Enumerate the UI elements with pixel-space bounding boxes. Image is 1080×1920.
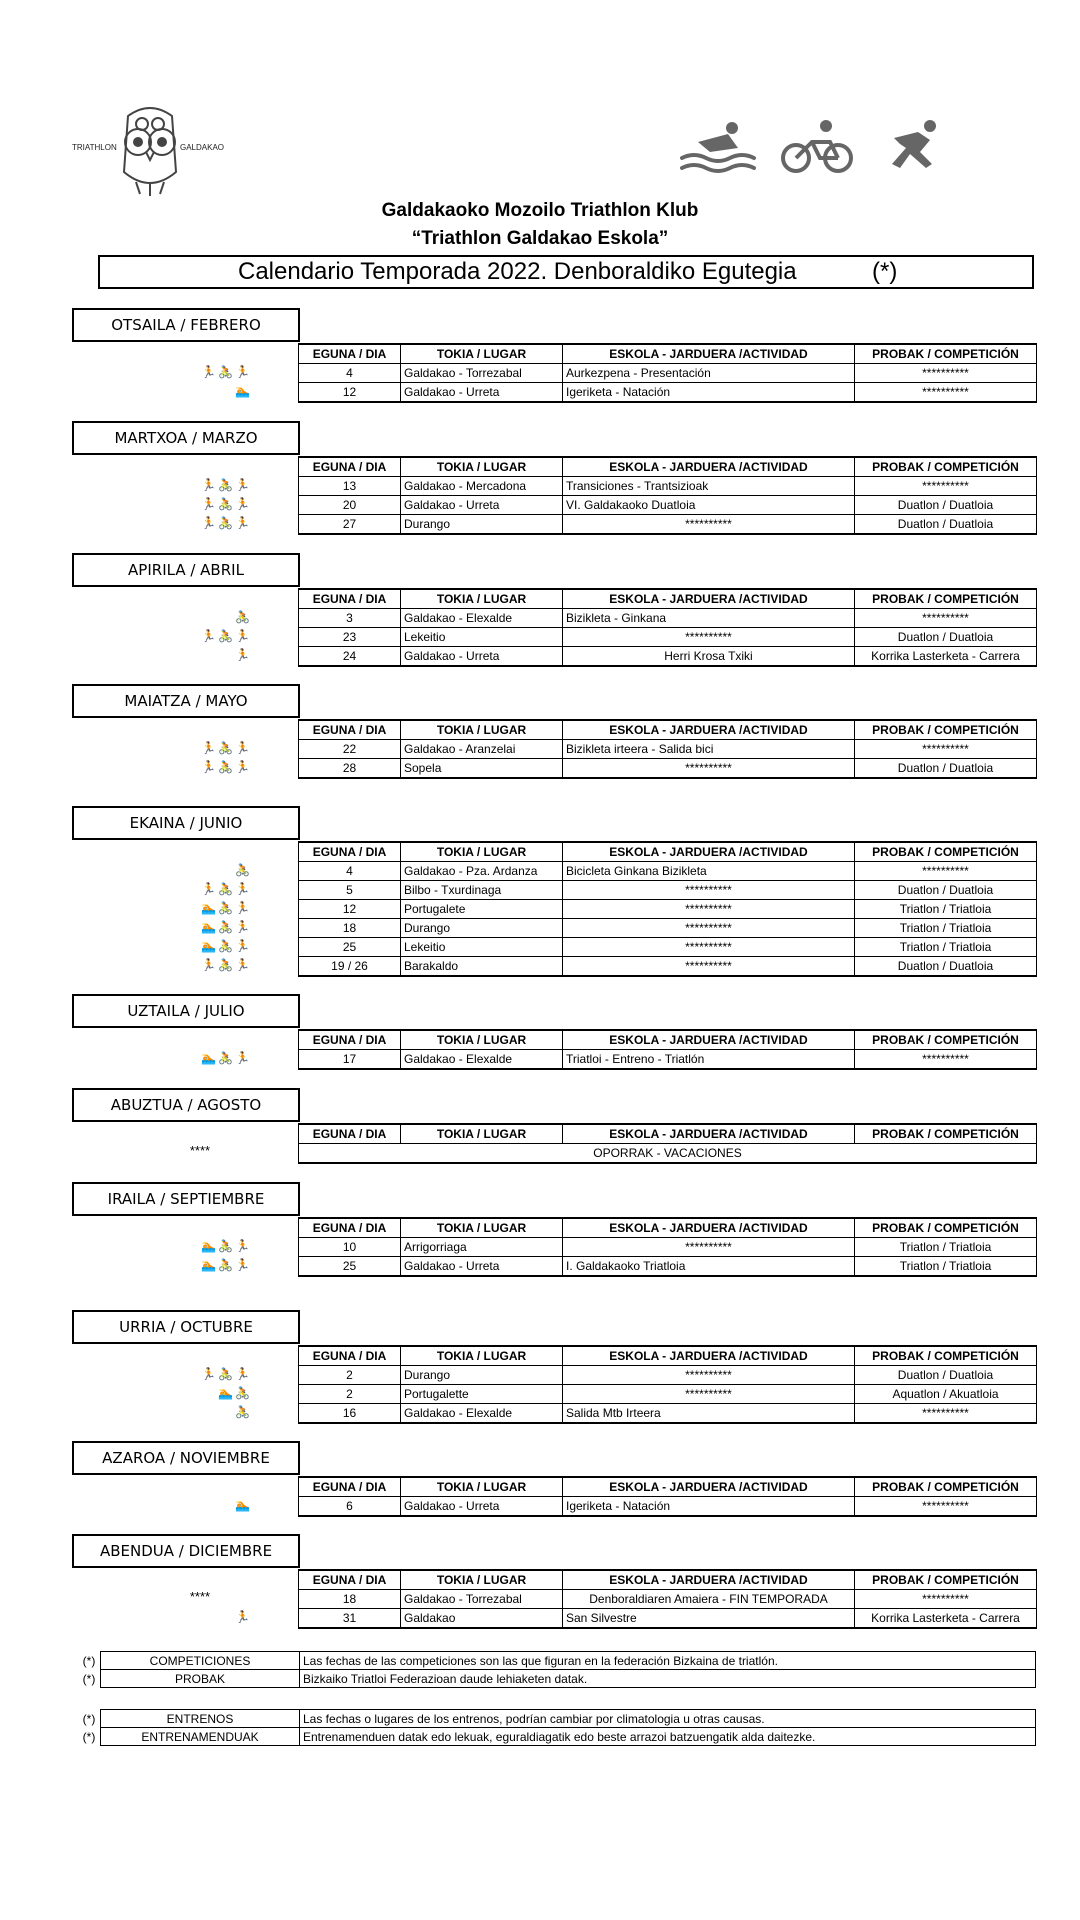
column-header: EGUNA / DIA: [299, 589, 401, 609]
month-label: MAIATZA / MAYO: [72, 684, 300, 718]
schedule-table: [298, 1217, 1037, 1277]
activity-cell: **********: [563, 515, 855, 535]
competition-cell: Korrika Lasterketa - Carrera: [855, 647, 1037, 667]
place-cell: Lekeitio: [401, 938, 563, 957]
column-header: EGUNA / DIA: [299, 1030, 401, 1050]
day-cell: 20: [299, 496, 401, 515]
table-row: [299, 383, 1037, 403]
column-header: ESKOLA - JARDUERA /ACTIVIDAD: [563, 457, 855, 477]
run-bike-run-icon: 🏃🚴🏃: [201, 478, 252, 492]
table-row: [299, 1609, 1037, 1629]
table-row: [299, 862, 1037, 881]
day-cell: 10: [299, 1238, 401, 1257]
column-header: PROBAK / COMPETICIÓN: [855, 1124, 1037, 1144]
day-cell: 12: [299, 383, 401, 403]
note-ref: (*): [82, 1671, 96, 1686]
column-header: EGUNA / DIA: [299, 344, 401, 364]
calendar-title-box: [98, 255, 1034, 289]
swim-icon: 🏊: [235, 384, 252, 398]
column-header: TOKIA / LUGAR: [401, 1477, 563, 1497]
table-row: [299, 759, 1037, 779]
run-bike-run-icon: 🏃🚴🏃: [201, 516, 252, 530]
note-text: Las fechas de las competiciones son las que figuran en la federación Bizkaina de triatlón.: [300, 1652, 1036, 1670]
competition-cell: **********: [855, 1050, 1037, 1070]
competition-cell: Triatlon / Triatloia: [855, 1238, 1037, 1257]
table-row: [299, 1385, 1037, 1404]
competition-cell: **********: [855, 862, 1037, 881]
day-cell: 25: [299, 1257, 401, 1277]
swim-bike-icon: 🏊🚴: [218, 1386, 252, 1400]
note-label: ENTRENAMENDUAK: [101, 1728, 300, 1746]
note-ref: (*): [82, 1711, 96, 1726]
place-cell: Arrigorriaga: [401, 1238, 563, 1257]
schedule-table: [298, 1569, 1037, 1629]
activity-cell: **********: [563, 938, 855, 957]
table-header-row: [299, 1030, 1037, 1050]
run-icon: 🏃: [235, 648, 252, 662]
competition-cell: Triatlon / Triatloia: [855, 919, 1037, 938]
month-label: MARTXOA / MARZO: [72, 421, 300, 455]
day-cell: 22: [299, 740, 401, 759]
column-header: PROBAK / COMPETICIÓN: [855, 1030, 1037, 1050]
day-cell: 19 / 26: [299, 957, 401, 977]
schedule-table: [298, 343, 1037, 403]
day-cell: 4: [299, 364, 401, 383]
column-header: TOKIA / LUGAR: [401, 344, 563, 364]
column-header: TOKIA / LUGAR: [401, 589, 563, 609]
logo-text-right: GALDAKAO: [180, 143, 225, 152]
activity-cell: Triatloi - Entreno - Triatlón: [563, 1050, 855, 1070]
month-note: ****: [189, 1143, 211, 1158]
table-row: [299, 496, 1037, 515]
activity-cell: **********: [563, 1238, 855, 1257]
column-header: TOKIA / LUGAR: [401, 720, 563, 740]
table-header-row: [299, 344, 1037, 364]
column-header: TOKIA / LUGAR: [401, 1124, 563, 1144]
schedule-table: [298, 1476, 1037, 1517]
table-row: [299, 1404, 1037, 1424]
table-row: [299, 938, 1037, 957]
competition-cell: Duatlon / Duatloia: [855, 881, 1037, 900]
place-cell: Portugalete: [401, 900, 563, 919]
place-cell: Galdakao - Urreta: [401, 647, 563, 667]
column-header: PROBAK / COMPETICIÓN: [855, 1218, 1037, 1238]
place-cell: Bilbo - Txurdinaga: [401, 881, 563, 900]
column-header: PROBAK / COMPETICIÓN: [855, 720, 1037, 740]
day-cell: 4: [299, 862, 401, 881]
table-row: [299, 881, 1037, 900]
place-cell: Galdakao - Elexalde: [401, 1050, 563, 1070]
competition-cell: Duatlon / Duatloia: [855, 1366, 1037, 1385]
month-label: AZAROA / NOVIEMBRE: [72, 1441, 300, 1475]
column-header: EGUNA / DIA: [299, 1218, 401, 1238]
run-bike-run-icon: 🏃🚴🏃: [201, 365, 252, 379]
note-text: Entrenamenduen datak edo lekuak, eguraldiagatik edo beste arrazoi batzuengatik alda daitezke.: [300, 1728, 1036, 1746]
column-header: EGUNA / DIA: [299, 1346, 401, 1366]
place-cell: Galdakao - Torrezabal: [401, 1590, 563, 1609]
swim-icon: 🏊: [235, 1498, 252, 1512]
month-label: ABUZTUA / AGOSTO: [72, 1088, 300, 1122]
column-header: ESKOLA - JARDUERA /ACTIVIDAD: [563, 344, 855, 364]
column-header: TOKIA / LUGAR: [401, 842, 563, 862]
competition-cell: **********: [855, 477, 1037, 496]
competition-cell: Duatlon / Duatloia: [855, 496, 1037, 515]
table-row: [299, 1590, 1037, 1609]
column-header: TOKIA / LUGAR: [401, 1570, 563, 1590]
day-cell: 23: [299, 628, 401, 647]
note-row: [78, 1652, 1036, 1670]
column-header: PROBAK / COMPETICIÓN: [855, 589, 1037, 609]
swim-bike-run-icon: 🏊🚴🏃: [201, 1239, 252, 1253]
competition-cell: Duatlon / Duatloia: [855, 628, 1037, 647]
swim-bike-run-icon: 🏊🚴🏃: [201, 1258, 252, 1272]
column-header: TOKIA / LUGAR: [401, 1218, 563, 1238]
competition-cell: **********: [855, 740, 1037, 759]
activity-cell: Igeriketa - Natación: [563, 383, 855, 403]
note-row: [78, 1728, 1036, 1746]
swim-bike-run-icon: [680, 118, 952, 174]
place-cell: Galdakao - Torrezabal: [401, 364, 563, 383]
table-header-row: [299, 720, 1037, 740]
table-header-row: [299, 457, 1037, 477]
day-cell: 24: [299, 647, 401, 667]
activity-cell: **********: [563, 900, 855, 919]
day-cell: 18: [299, 919, 401, 938]
logo-text-left: TRIATHLON: [72, 143, 117, 152]
table-header-row: [299, 1218, 1037, 1238]
activity-cell: **********: [563, 919, 855, 938]
note-text: Las fechas o lugares de los entrenos, podrían cambiar por climatologia u otras causas.: [300, 1710, 1036, 1728]
schedule-table: [298, 1029, 1037, 1070]
place-cell: Durango: [401, 515, 563, 535]
bike-icon: 🚴: [235, 610, 252, 624]
place-cell: Galdakao: [401, 1609, 563, 1629]
note-row: [78, 1710, 1036, 1728]
schedule-table: [298, 456, 1037, 535]
day-cell: 28: [299, 759, 401, 779]
activity-cell: San Silvestre: [563, 1609, 855, 1629]
schedule-table: [298, 841, 1037, 977]
column-header: EGUNA / DIA: [299, 1477, 401, 1497]
activity-cell: **********: [563, 759, 855, 779]
column-header: PROBAK / COMPETICIÓN: [855, 1570, 1037, 1590]
calendar-title-mark: (*): [872, 258, 898, 285]
competition-cell: Korrika Lasterketa - Carrera: [855, 1609, 1037, 1629]
vacation-cell: OPORRAK - VACACIONES: [299, 1144, 1037, 1164]
school-name: “Triathlon Galdakao Eskola”: [411, 228, 669, 249]
activity-cell: Bicicleta Ginkana Bizikleta: [563, 862, 855, 881]
place-cell: Galdakao - Mercadona: [401, 477, 563, 496]
table-header-row: [299, 1346, 1037, 1366]
schedule-table: [298, 1123, 1037, 1164]
table-row: [299, 900, 1037, 919]
day-cell: 12: [299, 900, 401, 919]
competition-cell: **********: [855, 1497, 1037, 1517]
competition-cell: Triatlon / Triatloia: [855, 938, 1037, 957]
day-cell: 13: [299, 477, 401, 496]
run-bike-run-icon: 🏃🚴🏃: [201, 882, 252, 896]
table-row: [299, 1050, 1037, 1070]
column-header: PROBAK / COMPETICIÓN: [855, 842, 1037, 862]
place-cell: Lekeitio: [401, 628, 563, 647]
activity-cell: Transiciones - Trantsizioak: [563, 477, 855, 496]
activity-cell: **********: [563, 881, 855, 900]
table-row: [299, 957, 1037, 977]
column-header: ESKOLA - JARDUERA /ACTIVIDAD: [563, 842, 855, 862]
place-cell: Galdakao - Aranzelai: [401, 740, 563, 759]
table-row: [299, 609, 1037, 628]
note-text: Bizkaiko Triatloi Federazioan daude lehiaketen datak.: [300, 1670, 1036, 1688]
activity-cell: **********: [563, 1366, 855, 1385]
swim-bike-run-icon: 🏊🚴🏃: [201, 901, 252, 915]
day-cell: 25: [299, 938, 401, 957]
table-header-row: [299, 1124, 1037, 1144]
note-label: ENTRENOS: [101, 1710, 300, 1728]
place-cell: Galdakao - Elexalde: [401, 609, 563, 628]
competition-cell: Duatlon / Duatloia: [855, 957, 1037, 977]
table-row: [299, 1144, 1037, 1164]
table-row: [299, 628, 1037, 647]
column-header: PROBAK / COMPETICIÓN: [855, 1477, 1037, 1497]
run-bike-run-icon: 🏃🚴🏃: [201, 629, 252, 643]
table-row: [299, 477, 1037, 496]
table-row: [299, 1497, 1037, 1517]
schedule-table: [298, 588, 1037, 667]
run-bike-run-icon: 🏃🚴🏃: [201, 958, 252, 972]
competition-cell: Triatlon / Triatloia: [855, 1257, 1037, 1277]
column-header: ESKOLA - JARDUERA /ACTIVIDAD: [563, 1124, 855, 1144]
activity-cell: **********: [563, 1385, 855, 1404]
stars-marker: ****: [189, 1589, 211, 1604]
month-label: ABENDUA / DICIEMBRE: [72, 1534, 300, 1568]
column-header: EGUNA / DIA: [299, 1570, 401, 1590]
day-cell: 27: [299, 515, 401, 535]
day-cell: 16: [299, 1404, 401, 1424]
activity-cell: VI. Galdakaoko Duatloia: [563, 496, 855, 515]
table-row: [299, 364, 1037, 383]
table-row: [299, 1257, 1037, 1277]
table-header-row: [299, 842, 1037, 862]
column-header: ESKOLA - JARDUERA /ACTIVIDAD: [563, 1570, 855, 1590]
place-cell: Durango: [401, 919, 563, 938]
activity-cell: Bizikleta irteera - Salida bici: [563, 740, 855, 759]
place-cell: Galdakao - Urreta: [401, 496, 563, 515]
bike-icon: 🚴: [235, 863, 252, 877]
day-cell: 2: [299, 1385, 401, 1404]
column-header: ESKOLA - JARDUERA /ACTIVIDAD: [563, 1030, 855, 1050]
table-row: [299, 515, 1037, 535]
run-bike-run-icon: 🏃🚴🏃: [201, 760, 252, 774]
activity-cell: Herri Krosa Txiki: [563, 647, 855, 667]
notes-competitions: [78, 1651, 1036, 1688]
note-label: PROBAK: [101, 1670, 300, 1688]
table-row: [299, 740, 1037, 759]
note-ref: (*): [82, 1653, 96, 1668]
activity-cell: **********: [563, 957, 855, 977]
table-row: [299, 919, 1037, 938]
competition-cell: **********: [855, 609, 1037, 628]
column-header: TOKIA / LUGAR: [401, 457, 563, 477]
competition-cell: Duatlon / Duatloia: [855, 759, 1037, 779]
column-header: PROBAK / COMPETICIÓN: [855, 457, 1037, 477]
place-cell: Barakaldo: [401, 957, 563, 977]
activity-cell: Bizikleta - Ginkana: [563, 609, 855, 628]
table-header-row: [299, 1477, 1037, 1497]
table-row: [299, 1238, 1037, 1257]
swim-bike-run-icon: 🏊🚴🏃: [201, 939, 252, 953]
run-bike-run-icon: 🏃🚴🏃: [201, 741, 252, 755]
column-header: PROBAK / COMPETICIÓN: [855, 344, 1037, 364]
place-cell: Sopela: [401, 759, 563, 779]
column-header: EGUNA / DIA: [299, 457, 401, 477]
column-header: EGUNA / DIA: [299, 842, 401, 862]
place-cell: Galdakao - Urreta: [401, 383, 563, 403]
place-cell: Durango: [401, 1366, 563, 1385]
day-cell: 18: [299, 1590, 401, 1609]
competition-cell: **********: [855, 1590, 1037, 1609]
schedule-table: [298, 719, 1037, 779]
place-cell: Galdakao - Elexalde: [401, 1404, 563, 1424]
table-row: [299, 1366, 1037, 1385]
month-label: URRIA / OCTUBRE: [72, 1310, 300, 1344]
run-icon: 🏃: [235, 1610, 252, 1624]
activity-cell: **********: [563, 628, 855, 647]
column-header: ESKOLA - JARDUERA /ACTIVIDAD: [563, 1218, 855, 1238]
column-header: TOKIA / LUGAR: [401, 1030, 563, 1050]
column-header: ESKOLA - JARDUERA /ACTIVIDAD: [563, 1346, 855, 1366]
month-label: UZTAILA / JULIO: [72, 994, 300, 1028]
activity-cell: Aurkezpena - Presentación: [563, 364, 855, 383]
club-logo-owl: [72, 102, 228, 198]
bike-icon: 🚴: [235, 1405, 252, 1419]
day-cell: 3: [299, 609, 401, 628]
day-cell: 5: [299, 881, 401, 900]
activity-cell: Denboraldiaren Amaiera - FIN TEMPORADA: [563, 1590, 855, 1609]
table-row: [299, 647, 1037, 667]
column-header: ESKOLA - JARDUERA /ACTIVIDAD: [563, 720, 855, 740]
swim-bike-run-icon: 🏊🚴🏃: [201, 1051, 252, 1065]
calendar-title: Calendario Temporada 2022. Denboraldiko Egutegia: [238, 258, 797, 285]
day-cell: 31: [299, 1609, 401, 1629]
place-cell: Portugalette: [401, 1385, 563, 1404]
month-label: IRAILA / SEPTIEMBRE: [72, 1182, 300, 1216]
day-cell: 6: [299, 1497, 401, 1517]
note-row: [78, 1670, 1036, 1688]
column-header: ESKOLA - JARDUERA /ACTIVIDAD: [563, 1477, 855, 1497]
run-bike-run-icon: 🏃🚴🏃: [201, 497, 252, 511]
month-label: EKAINA / JUNIO: [72, 806, 300, 840]
month-label: OTSAILA / FEBRERO: [72, 308, 300, 342]
activity-cell: I. Galdakaoko Triatloia: [563, 1257, 855, 1277]
place-cell: Galdakao - Pza. Ardanza: [401, 862, 563, 881]
activity-cell: Igeriketa - Natación: [563, 1497, 855, 1517]
note-ref: (*): [82, 1729, 96, 1744]
day-cell: 2: [299, 1366, 401, 1385]
day-cell: 17: [299, 1050, 401, 1070]
place-cell: Galdakao - Urreta: [401, 1257, 563, 1277]
club-name: Galdakaoko Mozoilo Triathlon Klub: [381, 200, 699, 221]
competition-cell: Triatlon / Triatloia: [855, 900, 1037, 919]
note-label: COMPETICIONES: [101, 1652, 300, 1670]
competition-cell: **********: [855, 1404, 1037, 1424]
notes-training: [78, 1709, 1036, 1746]
column-header: PROBAK / COMPETICIÓN: [855, 1346, 1037, 1366]
column-header: EGUNA / DIA: [299, 1124, 401, 1144]
activity-cell: Salida Mtb Irteera: [563, 1404, 855, 1424]
competition-cell: Aquatlon / Akuatloia: [855, 1385, 1037, 1404]
run-bike-run-icon: 🏃🚴🏃: [201, 1367, 252, 1381]
competition-cell: **********: [855, 383, 1037, 403]
place-cell: Galdakao - Urreta: [401, 1497, 563, 1517]
month-label: APIRILA / ABRIL: [72, 553, 300, 587]
column-header: TOKIA / LUGAR: [401, 1346, 563, 1366]
schedule-table: [298, 1345, 1037, 1424]
table-header-row: [299, 1570, 1037, 1590]
column-header: EGUNA / DIA: [299, 720, 401, 740]
swim-bike-run-icon: 🏊🚴🏃: [201, 920, 252, 934]
table-header-row: [299, 589, 1037, 609]
competition-cell: Duatlon / Duatloia: [855, 515, 1037, 535]
column-header: ESKOLA - JARDUERA /ACTIVIDAD: [563, 589, 855, 609]
competition-cell: **********: [855, 364, 1037, 383]
